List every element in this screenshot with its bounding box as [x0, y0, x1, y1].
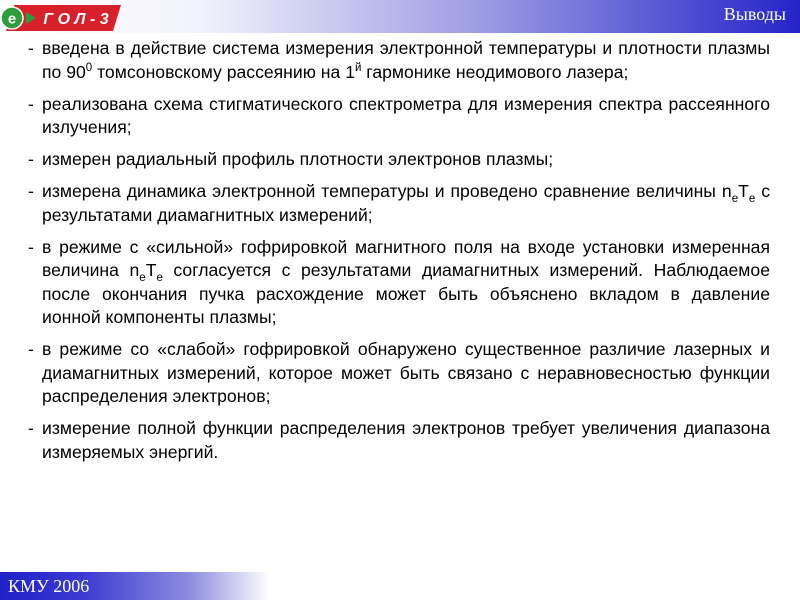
superscript: 0 — [85, 61, 93, 74]
subscript: e — [731, 193, 739, 205]
list-dash: - — [28, 38, 34, 58]
superscript: й — [354, 61, 362, 74]
list-dash: - — [28, 181, 34, 201]
list-item — [28, 417, 770, 464]
item-text: введена в действие система измерения электронной температуры и плотности плазмы по 90 — [42, 38, 770, 82]
list-dash: - — [28, 236, 34, 257]
item-text: измерен радиальный профиль плотности электронов плазмы; — [42, 149, 554, 169]
item-text: реализована схема стигматического спектрометра для измерения спектра рассеянного излучения; — [42, 93, 770, 137]
list-item — [28, 93, 770, 140]
list-item — [28, 37, 770, 84]
footer-bar — [0, 572, 270, 600]
conclusions-list — [28, 37, 770, 473]
subscript: e — [748, 193, 756, 205]
logo-mark: e — [7, 10, 17, 28]
golz-logo — [0, 3, 122, 33]
item-text: в режиме со «слабой» гофрировкой обнаружено существенное различие лазерных и диамагнитных измерений, которое может быть связано с неравновесностью функции распределения электронов; — [42, 339, 770, 406]
item-text: T — [145, 260, 157, 280]
footer-label: КМУ 2006 — [8, 576, 90, 596]
list-dash: - — [28, 339, 34, 359]
item-text: томсоновскому рассеянию на 1 — [92, 61, 355, 82]
list-item — [28, 148, 770, 172]
header-bar — [0, 0, 800, 33]
item-text: согласуется с результатами диамагнитных измерений. Наблюдаемое после окончания пучка расхождение может быть объяснено вкладом в давление ионной компоненты плазмы; — [42, 260, 770, 327]
logo-text: Г О Л - 3 — [43, 11, 109, 28]
list-item — [28, 180, 770, 227]
list-item — [28, 236, 770, 330]
item-text: T — [738, 181, 749, 201]
list-dash: - — [28, 93, 34, 114]
subscript: e — [156, 272, 163, 284]
item-text: измерена динамика электронной температуры и проведено сравнение величины n — [42, 181, 732, 201]
item-text: измерение полной функции распределения электронов требует увеличения диапазона измеряемых энергий. — [42, 418, 770, 462]
item-text: гармонике неодимового лазера; — [361, 61, 629, 82]
item-text: в режиме с «сильной» гофрировкой магнитного поля на входе установки измеренная величина n — [42, 236, 770, 280]
list-dash: - — [28, 418, 34, 438]
slide-title: Выводы — [723, 4, 786, 24]
list-item — [28, 338, 770, 409]
subscript: e — [139, 272, 146, 284]
list-dash: - — [28, 149, 34, 169]
item-text: с результатами диамагнитных измерений; — [42, 181, 771, 225]
